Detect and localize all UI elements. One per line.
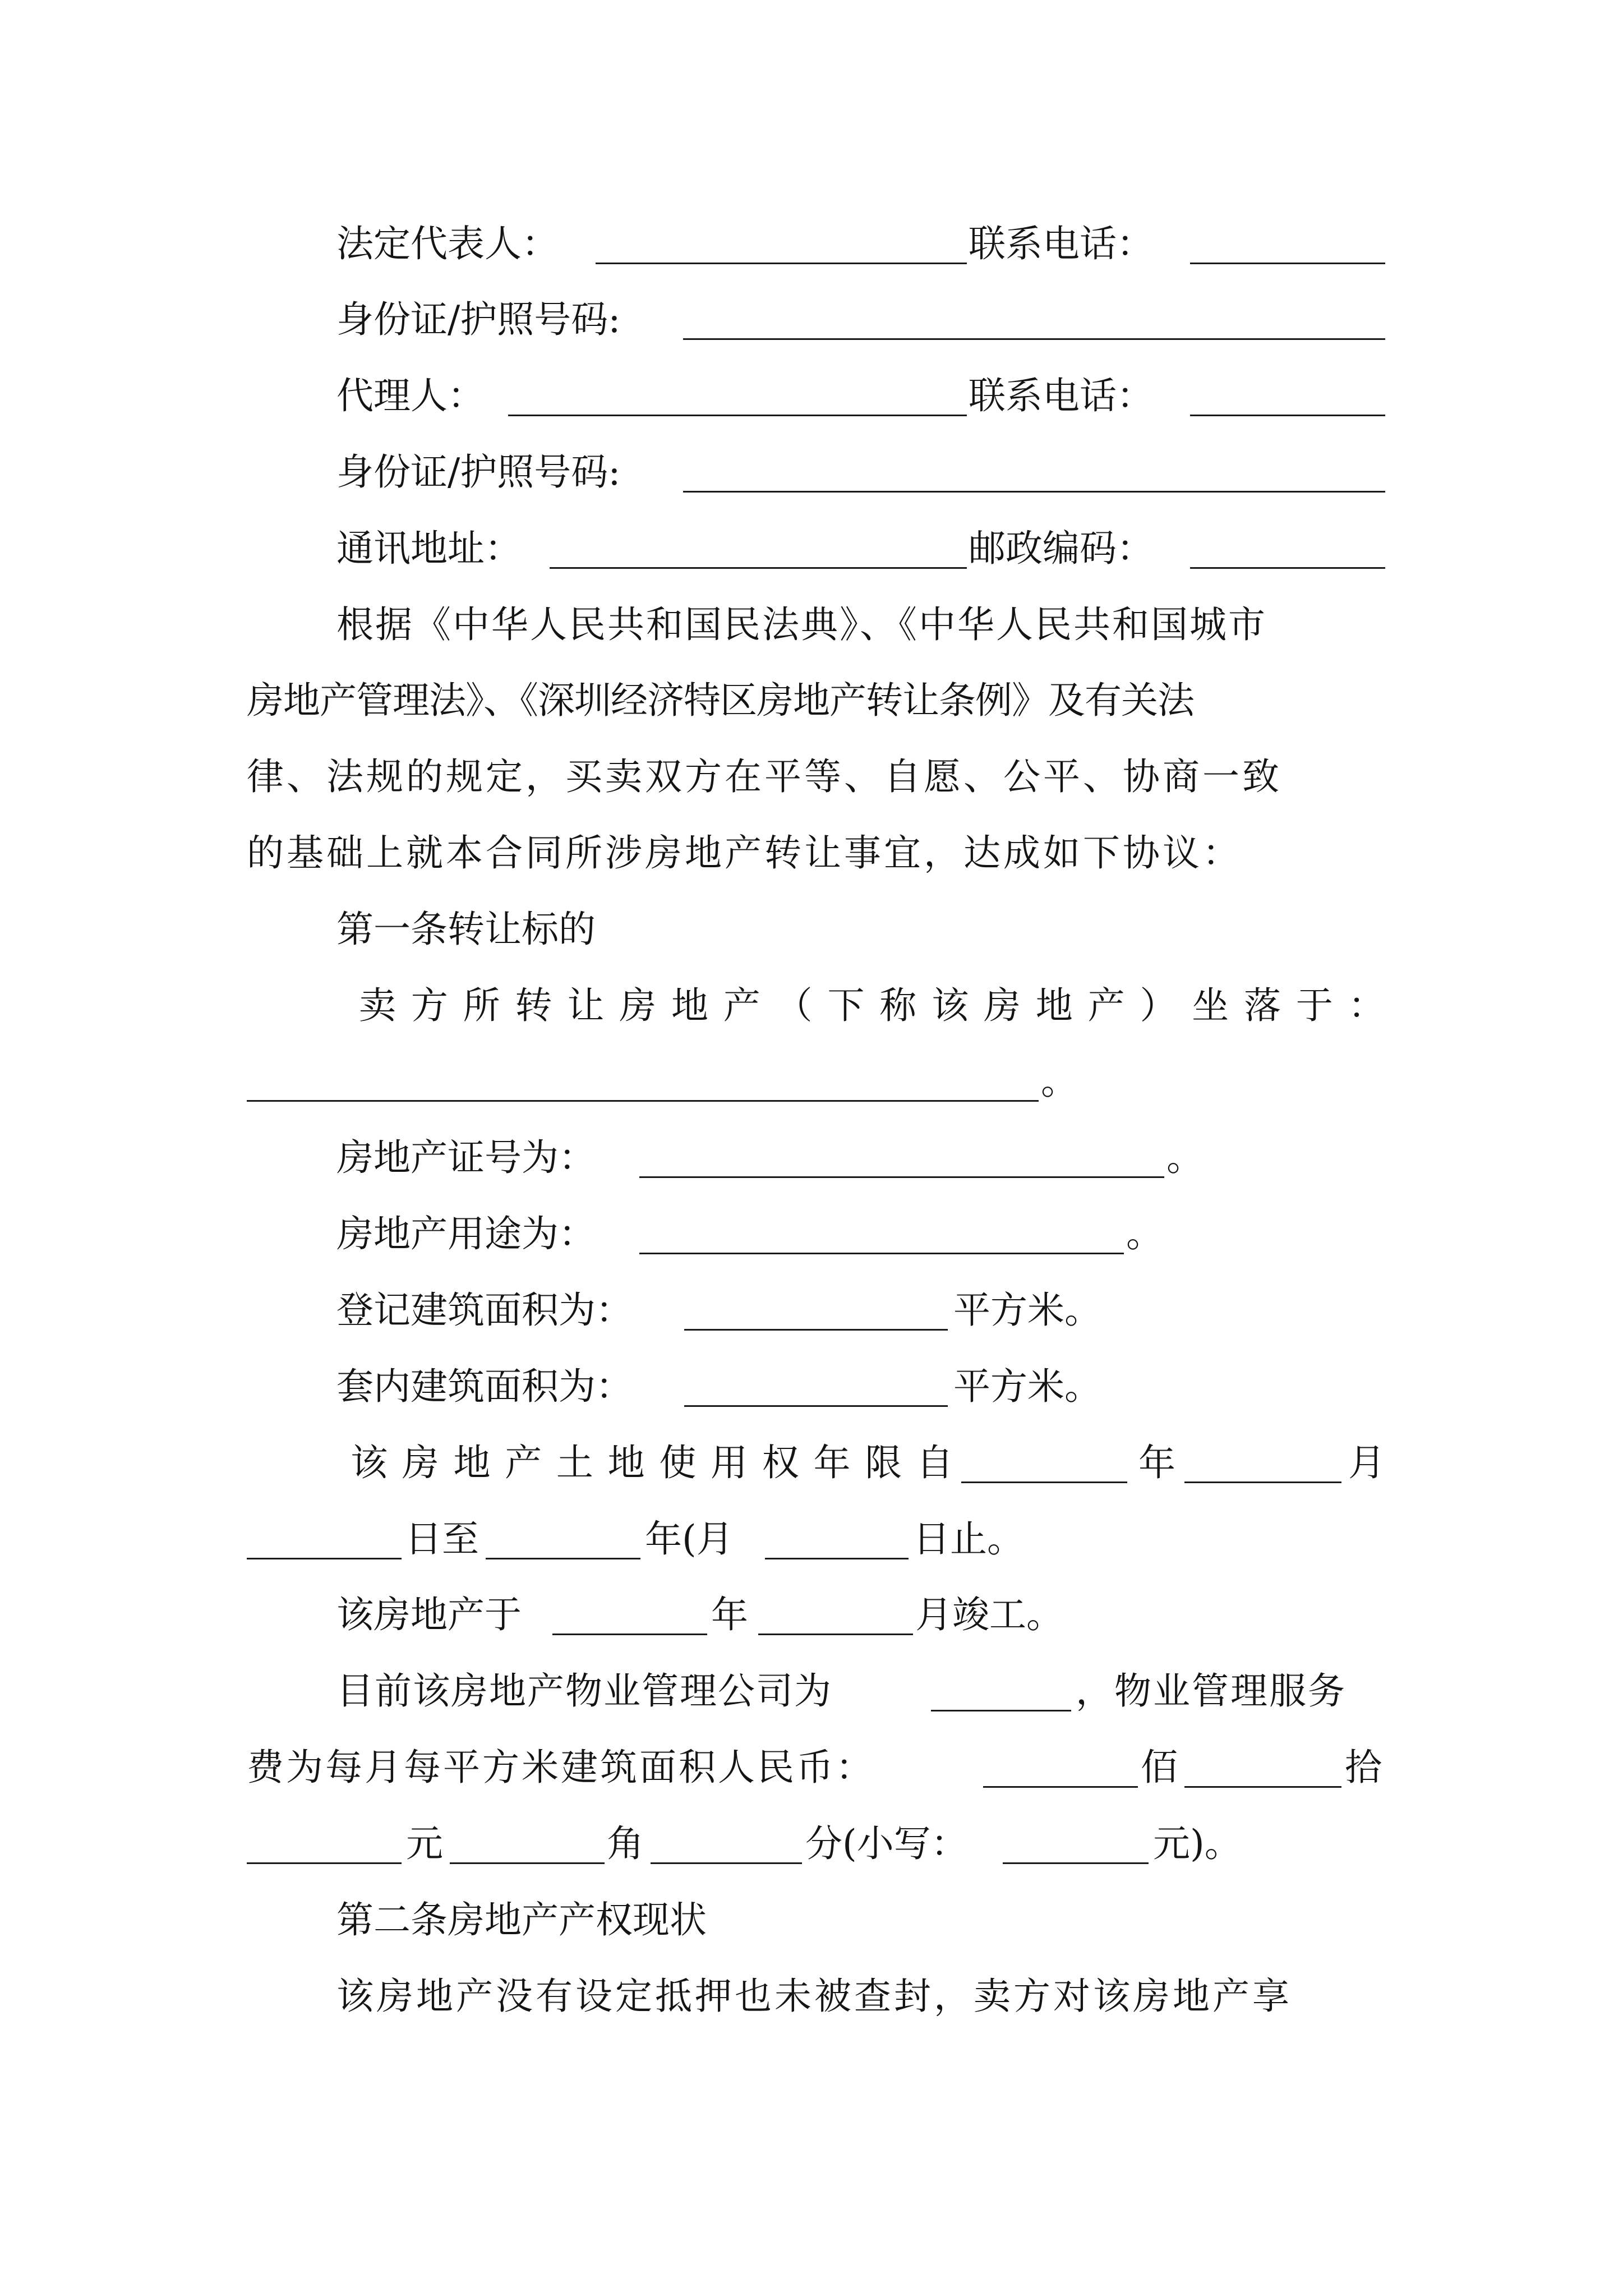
preamble-text-3: 律、法规的规定，买卖双方在平等、自愿、公平、协商一致 bbox=[247, 755, 1282, 798]
inner-area-unit: 平方米。 bbox=[953, 1365, 1101, 1408]
completed-intro: 该房地产于 bbox=[336, 1593, 522, 1636]
land-year-label: 年 bbox=[1138, 1441, 1175, 1484]
cert-period: 。 bbox=[1166, 1136, 1204, 1179]
inner-area-label: 套内建筑面积为： bbox=[336, 1365, 633, 1408]
mgmt-fee-text: ，物业管理服务 bbox=[1076, 1669, 1347, 1713]
land-start-month-blank[interactable] bbox=[1184, 1481, 1341, 1483]
completed-year-blank[interactable] bbox=[552, 1634, 707, 1635]
inner-area-blank[interactable] bbox=[684, 1405, 948, 1407]
fee-hundred-blank[interactable] bbox=[983, 1786, 1138, 1788]
agent-id-blank[interactable] bbox=[683, 491, 1385, 493]
location-period: 。 bbox=[1041, 1060, 1078, 1103]
postcode-blank[interactable] bbox=[1190, 567, 1385, 569]
legal-rep-blank[interactable] bbox=[596, 263, 967, 264]
fee-fen-blank[interactable] bbox=[651, 1862, 802, 1864]
agent-phone-label: 联系电话： bbox=[969, 374, 1154, 417]
land-end-day-blank[interactable] bbox=[765, 1558, 909, 1559]
phone-label: 联系电话： bbox=[969, 222, 1154, 265]
completed-year: 年 bbox=[711, 1593, 748, 1636]
preamble-text-1: 根据《中华人民共和国民法典》、《中华人民共和国城市 bbox=[336, 603, 1267, 646]
phone-blank[interactable] bbox=[1190, 263, 1385, 264]
fee-small-end: 元)。 bbox=[1153, 1822, 1242, 1865]
fee-line2-text: 费为每月每平方米建筑面积人民币： bbox=[247, 1746, 875, 1789]
agent-phone-blank[interactable] bbox=[1190, 415, 1385, 416]
id-number-blank[interactable] bbox=[683, 338, 1385, 340]
land-day-to: 日至 bbox=[405, 1517, 479, 1561]
fee-jiao-label: 角 bbox=[607, 1822, 644, 1865]
land-day-end: 日止。 bbox=[913, 1517, 1024, 1561]
agent-blank[interactable] bbox=[508, 415, 967, 416]
address-label: 通讯地址： bbox=[336, 527, 522, 570]
legal-rep-label: 法定代表人： bbox=[336, 222, 559, 265]
reg-area-unit: 平方米。 bbox=[953, 1289, 1101, 1332]
mgmt-company-blank[interactable] bbox=[931, 1710, 1071, 1711]
preamble-text-4: 的基础上就本合同所涉房地产转让事宜，达成如下协议： bbox=[247, 831, 1242, 875]
land-month-label: 月 bbox=[1348, 1441, 1385, 1484]
land-year-month: 年(月 bbox=[645, 1517, 734, 1561]
fee-ten-label: 拾 bbox=[1345, 1746, 1382, 1789]
cert-label: 房地产证号为： bbox=[336, 1136, 596, 1179]
location-blank[interactable] bbox=[247, 1100, 1039, 1102]
article1-title: 第一条转让标的 bbox=[336, 908, 596, 951]
id-number-label: 身份证/护照号码: bbox=[336, 298, 621, 341]
fee-yuan-label: 元 bbox=[406, 1822, 443, 1865]
use-label: 房地产用途为： bbox=[336, 1212, 596, 1255]
fee-small-blank[interactable] bbox=[1003, 1862, 1149, 1864]
reg-area-label: 登记建筑面积为： bbox=[336, 1289, 633, 1332]
land-start-year-blank[interactable] bbox=[961, 1481, 1127, 1483]
location-text: 卖 方 所 转 让 房 地 产 （ 下 称 该 房 地 产 ） 坐 落 于 ： bbox=[359, 984, 1385, 1027]
fee-ten-blank[interactable] bbox=[1184, 1786, 1341, 1788]
preamble-text-2: 房地产管理法》、《深圳经济特区房地产转让条例》及有关法 bbox=[247, 679, 1194, 722]
completed-end: 月竣工。 bbox=[915, 1593, 1063, 1636]
agent-id-label: 身份证/护照号码: bbox=[336, 450, 621, 494]
fee-yuan-blank[interactable] bbox=[247, 1862, 402, 1864]
fee-jiao-blank[interactable] bbox=[450, 1862, 605, 1864]
land-use-intro: 该 房 地 产 土 地 使 用 权 年 限 自 bbox=[351, 1441, 953, 1484]
fee-fen-label: 分(小写： bbox=[805, 1822, 968, 1865]
article2-text-1: 该房地产没有设定抵押也未被查封，卖方对该房地产享 bbox=[336, 1975, 1292, 2018]
use-period: 。 bbox=[1126, 1212, 1163, 1255]
use-blank[interactable] bbox=[639, 1253, 1124, 1254]
address-blank[interactable] bbox=[550, 567, 967, 569]
reg-area-blank[interactable] bbox=[684, 1329, 948, 1331]
article2-title: 第二条房地产产权现状 bbox=[336, 1898, 707, 1941]
fee-hundred-label: 佰 bbox=[1141, 1746, 1178, 1789]
mgmt-intro: 目前该房地产物业管理公司为 bbox=[336, 1669, 832, 1713]
land-end-year-blank[interactable] bbox=[486, 1558, 640, 1559]
agent-label: 代理人： bbox=[336, 374, 485, 417]
cert-blank[interactable] bbox=[639, 1176, 1164, 1178]
postcode-label: 邮政编码： bbox=[969, 527, 1154, 570]
completed-month-blank[interactable] bbox=[758, 1634, 913, 1635]
land-start-day-blank[interactable] bbox=[247, 1558, 402, 1559]
